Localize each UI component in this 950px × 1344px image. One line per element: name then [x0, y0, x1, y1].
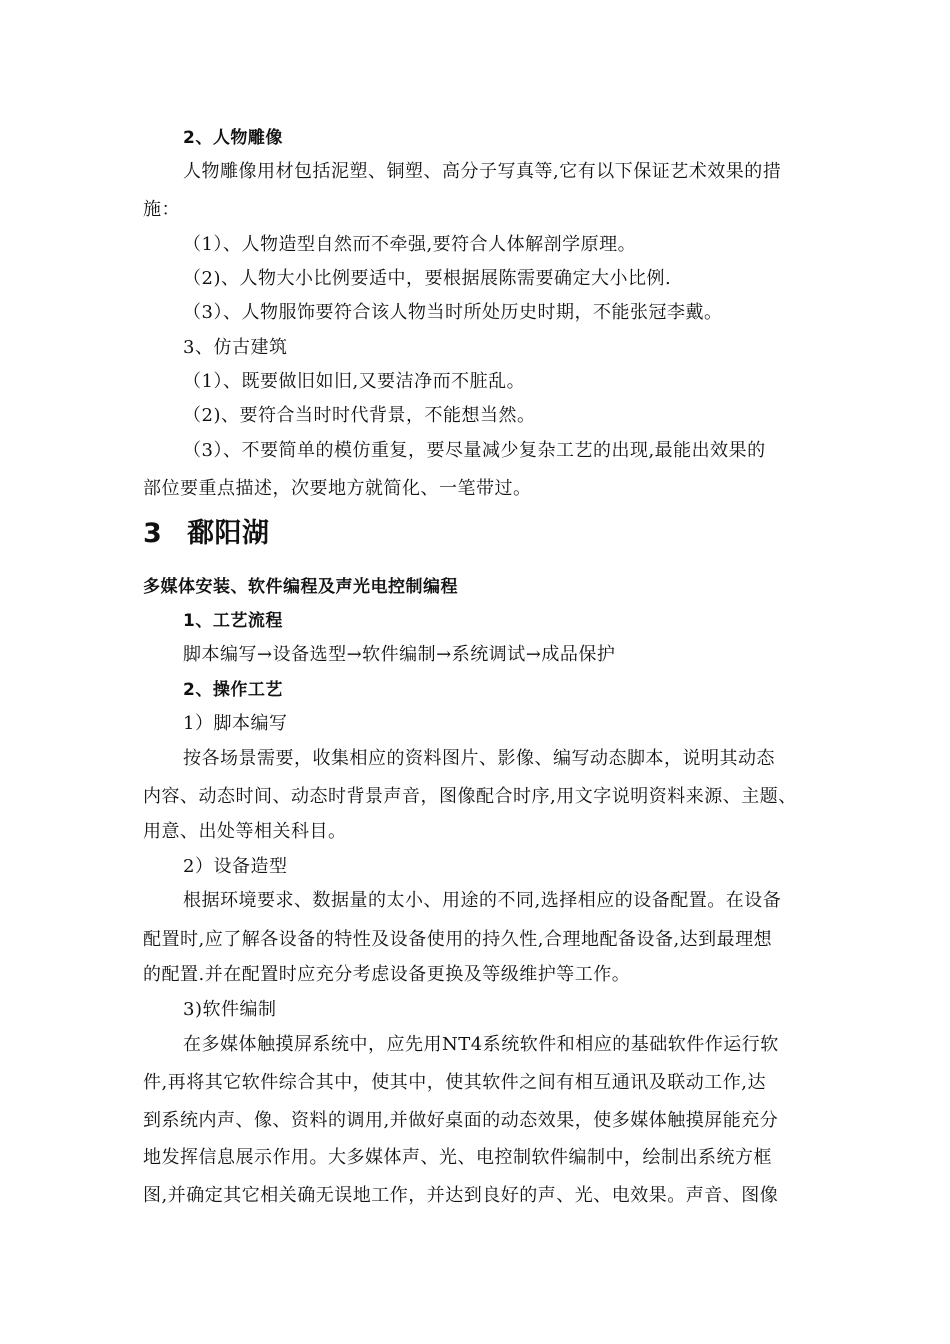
chapter-heading: [143, 517, 270, 551]
section-heading-operation: 2、操作工艺: [183, 680, 283, 700]
subsection-heading: 1）脚本编写: [183, 713, 288, 734]
list-item: （3）、不要简单的模仿重复，要尽量减少复杂工艺的出现,最能出效果的: [183, 440, 766, 461]
process-flow-line: 脚本编写→设备选型→软件编制→系统调试→成品保护: [183, 644, 616, 665]
paragraph-line: 内容、动态时间、动态时背景声音，图像配合时序,用文字说明资料来源、主题、: [143, 786, 797, 807]
subsection-heading: 3)软件编制: [183, 999, 277, 1020]
paragraph-line: 人物雕像用材包括泥塑、铜塑、高分子写真等,它有以下保证艺术效果的措: [183, 161, 782, 182]
section-heading-ancient-architecture: 3、仿古建筑: [183, 337, 288, 358]
list-item: （1）、既要做旧如旧,又要洁净而不脏乱。: [183, 371, 526, 392]
paragraph-line: 按各场景需要，收集相应的资料图片、影像、编写动态脚本，说明其动态: [183, 748, 775, 769]
chapter-title: 鄱阳湖: [187, 518, 270, 549]
section-heading-figure-sculpture: 2、人物雕像: [183, 128, 283, 148]
list-item: （2)、要符合当时时代背景，不能想当然。: [183, 405, 536, 426]
paragraph-line: 施：: [143, 199, 180, 220]
list-item: （3）、人物服饰要符合该人物当时所处历史时期，不能张冠李戴。: [183, 302, 723, 323]
paragraph-line: 用意、出处等相关科目。: [143, 821, 347, 842]
paragraph-line: 件,再将其它软件综合其中，使其中，使其软件之间有相互通讯及联动工作,达: [143, 1072, 766, 1093]
chapter-number: 3: [143, 518, 163, 549]
section-heading-process-flow: 1、工艺流程: [183, 611, 283, 631]
paragraph-line: 根据环境要求、数据量的太小、用途的不同,选择相应的设备配置。在设备: [183, 890, 782, 911]
paragraph-line: 部位要重点描述，次要地方就简化、一笔带过。: [143, 478, 532, 499]
paragraph-line: 图,并确定其它相关确无误地工作，并达到良好的声、光、电效果。声音、图像: [143, 1185, 779, 1206]
subheading: 多媒体安装、软件编程及声光电控制编程: [143, 577, 458, 597]
subsection-heading: 2）设备造型: [183, 856, 288, 877]
list-item: （1）、人物造型自然而不牵强,要符合人体解剖学原理。: [183, 234, 637, 255]
paragraph-line: 到系统内声、像、资料的调用,并做好桌面的动态效果，使多媒体触摸屏能充分: [143, 1110, 779, 1131]
paragraph-line: 配置时,应了解各设备的特性及设备使用的持久性,合理地配备设备,达到最理想: [143, 929, 773, 950]
paragraph-line: 在多媒体触摸屏系统中，应先用NT4系统软件和相应的基础软件作运行软: [183, 1034, 779, 1055]
list-item: （2)、人物大小比例要适中，要根据展陈需要确定大小比例.: [183, 268, 672, 289]
paragraph-line: 的配置.并在配置时应充分考虑设备更换及等级维护等工作。: [143, 964, 631, 985]
paragraph-line: 地发挥信息展示作用。大多媒体声、光、电控制软件编制中，绘制出系统方框: [143, 1147, 772, 1168]
